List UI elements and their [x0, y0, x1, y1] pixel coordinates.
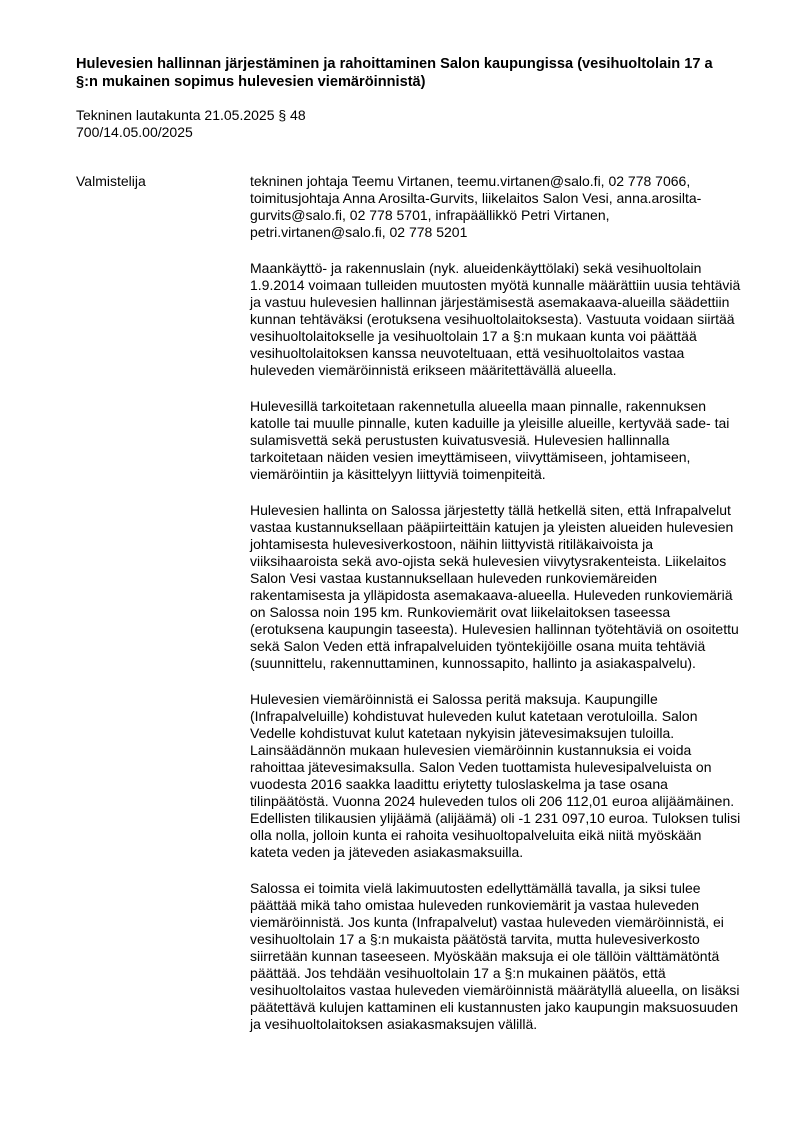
- body-paragraph: Maankäyttö- ja rakennuslain (nyk. alueidenkäyttölaki) sekä vesihuoltolain 1.9.2014 voimaan tulleiden muutosten myötä kunnalle määrättiin uusia tehtäviä ja vastuu hulevesien hallinnan järjestämisestä asemakaava-alueilla säädettiin kunnan tehtäväksi (erotuksena vesihuoltolaitoksesta). Vastuuta voidaan siirtää vesihuoltolaitokselle ja vesihuoltolain 17 a §:n mukaan kunta voi päättää vesihuoltolaitoksen kanssa neuvoteltuaan, että vesihuoltolaitos vastaa huleveden viemäröinnistä erikseen määritettävällä alueella.: [250, 260, 741, 378]
- preparer-text: tekninen johtaja Teemu Virtanen, teemu.virtanen@salo.fi, 02 778 7066, toimitusjohtaja Anna Arosilta-Gurvits, liikelaitos Salon Vesi, anna.arosilta-gurvits@salo.fi, 02 778 5701, infrapäällikkö Petri Virtanen, petri.virtanen@salo.fi, 02 778 5201: [250, 173, 702, 240]
- document-title: Hulevesien hallinnan järjestäminen ja rahoittaminen Salon kaupungissa (vesihuoltolain 17 a §:n mukainen sopimus hulevesien viemäröinnistä): [76, 56, 713, 90]
- body-paragraph: Hulevesien viemäröinnistä ei Salossa peritä maksuja. Kaupungille (Infrapalveluille) kohdistuvat huleveden kulut katetaan verotuloilla. Salon Vedelle kohdistuvat kulut katetaan nykyisin jätevesimaksujen tuloilla. Lainsäädännön mukaan hulevesien viemäröinnin kustannuksia ei voida rahoittaa jätevesimaksulla. Salon Veden tuottamista hulevesipalveluista on vuodesta 2016 saakka laadittu eriytetty tuloslaskelma ja tase osana tilinpäätöstä. Vuonna 2024 huleveden tulos oli 206 112,01 euroa alijäämäinen. Edellisten tilikausien ylijäämä (alijäämä) oli -1 231 097,10 euroa. Tuloksen tulisi olla nolla, jolloin kunta ei rahoita vesihuoltopalveluita eikä niitä myöskään kateta veden ja jäteveden asiakasmaksuilla.: [250, 691, 741, 860]
- document-body: [250, 173, 742, 1052]
- preparer-label: Valmistelija: [76, 173, 146, 189]
- body-paragraph: Hulevesillä tarkoitetaan rakennetulla alueella maan pinnalle, rakennuksen katolle tai muulle pinnalle, kuten kaduille ja yleisille alueille, kertyvää sade- tai sulamisvettä sekä perustusten kuivatusvesiä. Hulevesien hallinnalla tarkoitetaan näiden vesien imeyttämiseen, viivyttämiseen, johtamiseen, viemäröintiin ja käsittelyyn liittyviä toimenpiteitä.: [250, 398, 730, 482]
- meeting-info: [76, 107, 306, 141]
- meeting-line: Tekninen lautakunta 21.05.2025 § 48: [76, 107, 306, 123]
- body-paragraph: Salossa ei toimita vielä lakimuutosten edellyttämällä tavalla, ja siksi tulee päättää mikä taho omistaa huleveden runkoviemärit ja vastaa huleveden viemäröinnistä. Jos kunta (Infrapalvelut) vastaa huleveden viemäröinnistä, ei vesihuoltolain 17 a §:n mukaista päätöstä tarvita, mutta hulevesiverkosto siirretään kunnan taseeseen. Myöskään maksuja ei ole tällöin välttämätöntä päättää. Jos tehdään vesihuoltolain 17 a §:n mukainen päätös, että vesihuoltolaitos vastaa huleveden viemäröinnistä määrätyllä alueella, on lisäksi päätettävä kulujen kattaminen eli kustannusten jako kaupungin maksuosuuden ja vesihuoltolaitoksen asiakasmaksujen välillä.: [250, 880, 740, 1032]
- record-number: 700/14.05.00/2025: [76, 124, 193, 140]
- body-paragraph: Hulevesien hallinta on Salossa järjestetty tällä hetkellä siten, että Infrapalvelut vastaa kustannuksellaan pääpiirteittäin katujen ja yleisten alueiden hulevesien johtamisesta hulevesiverkostoon, näihin liittyvistä ritiläkaivoista ja viiksihaaroista sekä avo-ojista sekä hulevesien viivytysrakenteista. Liikelaitos Salon Vesi vastaa kustannuksellaan huleveden runkoviemäreiden rakentamisesta ja ylläpidosta asemakaava-alueella. Huleveden runkoviemäriä on Salossa noin 195 km. Runkoviemärit ovat liikelaitoksen taseessa (erotuksena kaupungin taseesta). Hulevesien hallinnan työtehtäviä on osoitettu sekä Salon Veden että infrapalveluiden työntekijöille osana muita tehtäviä (suunnittelu, rakennuttaminen, kunnossapito, hallinto ja asiakaspalvelu).: [250, 502, 739, 671]
